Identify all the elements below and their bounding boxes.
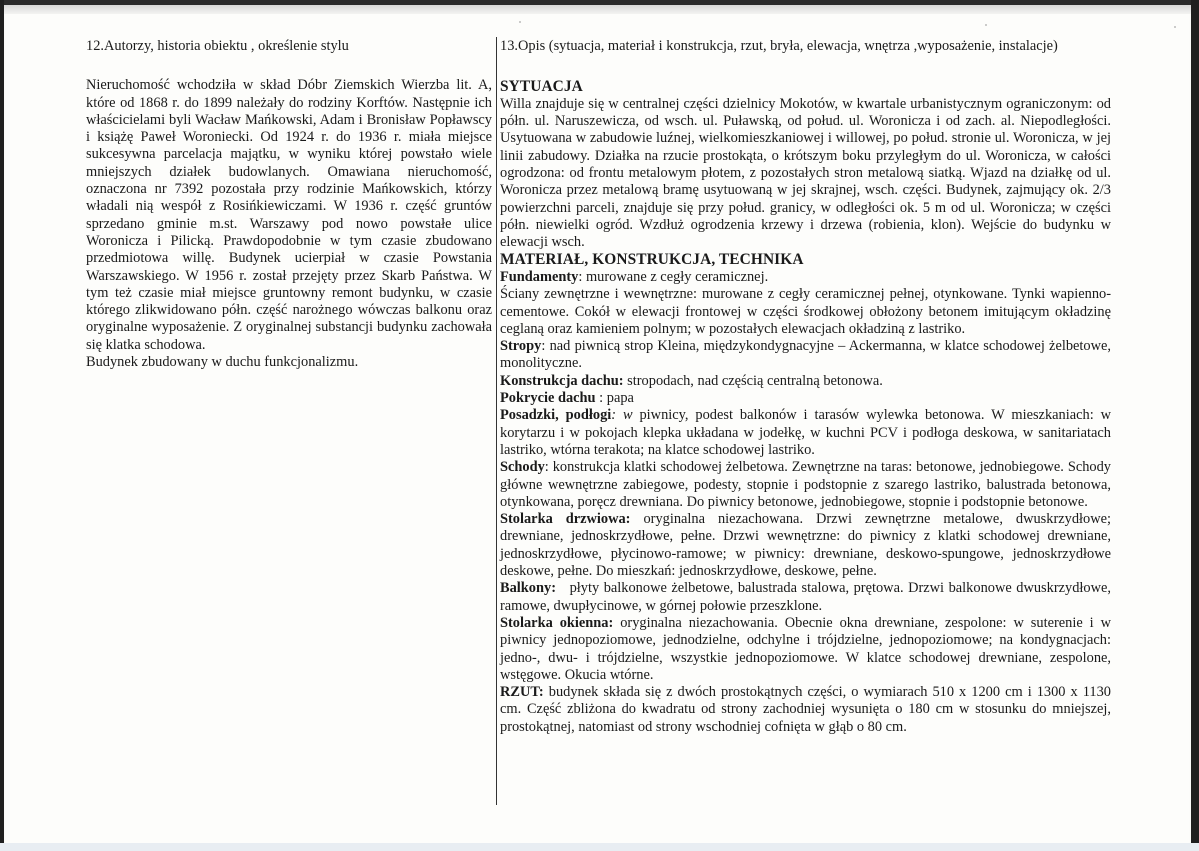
entry-label: Balkony: <box>500 580 556 597</box>
history-paragraph: Nieruchomość wchodziła w skład Dóbr Ziemskich Wierzba lit. A, które od 1868 r. do 1899 należały do rodziny Korftów. Następnie ich właścicielami byli Wacław Mańkowski, Adam i Bronisław Popławscy i książę Paweł Woroniecki. Od 1924 r. do 1936 r. miała miejsce sukcesywna parcelacja majątku, w wyniku której powstało wiele mniejszych działek budowlanych. Omawiana nieruchomość, oznaczona nr 7392 pozostała przy rodzinie Mańkowskich, którzy władali nią wespół z Rosińkiewiczami. W 1936 r. część gruntów sprzedano gminie m.st. Warszawy pod nowo powstałe ulice Woronicza i Pilicką. Prawdopodobnie w tym czasie zbudowano przedmiotowa willę. Budynek ucierpiał w czasie Powstania Warszawskiego. W 1956 r. został przejęty przez Skarb Państwa. W tym też czasie miał miejsce gruntowny remont budynku, w czasie którego zlikwidowano półn. część narożnego wówczas balkonu oraz oryginalne wyposażenie. Z oryginalnej substancji budynku zachowała się klatka schodowa. <box>86 77 492 353</box>
scan-speck <box>1174 26 1176 28</box>
entry-text: murowane z cegły ceramicznej. <box>585 268 769 285</box>
entry-label: Stropy <box>500 338 542 355</box>
entry-label: Pokrycie dachu <box>500 390 596 407</box>
entry-sciany <box>500 286 1111 338</box>
entry-schody <box>500 459 1111 511</box>
entry-stolarka-okienna <box>500 615 1111 684</box>
entry-label: Stolarka drzwiowa: <box>500 511 631 528</box>
entry-balkony <box>500 580 1111 615</box>
entry-text: budynek składa się z dwóch prostokątnych części, o wymiarach 510 x 1200 cm i 1300 x 1130 cm. Część zbliżona do kwadratu od strony zachodniej wysunięta o 180 cm w stosunku do mniejszej, prostokątnej, natomiast od strony wschodniej cofnięta w głąb o 80 cm. <box>500 684 1111 735</box>
entry-stropy <box>500 338 1111 373</box>
entry-fundamenty <box>500 269 1111 286</box>
entry-rzut <box>500 684 1111 736</box>
entry-sep: : <box>578 268 586 285</box>
column-divider <box>496 37 497 805</box>
entry-italic-lead: w <box>622 407 633 424</box>
entry-stolarka-drzwiowa <box>500 511 1111 580</box>
situation-text: Willa znajduje się w centralnej części dzielnicy Mokotów, w kwartale urbanistycznym ograniczonym: od półn. ul. Naruszewicza, od wsch. ul. Puławską, od połud. ul. Woronicza i od zach. al. Niepodległości. Usytuowana w zabudowie luźnej, wielkomieszkaniowej i willowej, po połud. stronie ul. Woronicza, w jej linii zabudowy. Działka na rzucie prostokąta, o krótszym boku przyległym do ul. Woronicza, w całości ogrodzona: od frontu metalowym płotem, z pozostałych stron metalową siatką. Wjazd na działkę od ul. Woronicza przez metalową bramę usytuowaną w jej skrajnej, wsch. części. Budynek, zajmujący ok. 2/3 powierzchni parceli, znajduje się przy połud. granicy, w odległości ok. 5 m od ul. Woronicza; w części półn. niewielki ogród. Wzdłuż ogrodzenia krzewy i drzewa (robienia, klon). Wejście do budynku w elewacji wsch. <box>500 95 1111 251</box>
entry-sep: : <box>544 459 553 476</box>
entry-text: Ściany zewnętrzne i wewnętrzne: murowane z cegły ceramicznej pełnej, otynkowane. Tynki wapienno-cementowe. Cokół w elewacji frontowej w części środkowej obłożony betonem imitującym okładzinę ceglaną oraz kamieniem polnym; w pozostałych elewacjach okładziną z lastriko. <box>500 286 1111 337</box>
entry-text: papa <box>606 390 634 407</box>
entry-posadzki <box>500 407 1111 459</box>
entry-label: Stolarka okienna: <box>500 614 614 631</box>
page-bottom-strip <box>0 843 1199 851</box>
entry-text: piwnicy, podest balkonów i tarasów wylewka betonowa. W mieszkaniach: w korytarzu i w pokojach klepka układana w jodełkę, w kuchni PCV i podłoga deskowa, w sanitariatach lastriko, wtórna terakota; na klatce schodowej lastriko. <box>500 407 1111 458</box>
page-top-shadow <box>4 5 1191 14</box>
entry-konstrukcja-dachu <box>500 373 1111 390</box>
entry-text: oryginalna niezachowania. Obecnie okna drewniane, zespolone: w suterenie i w piwnicy jednopoziomowe, jednodzielne, odchylne i trójdzielne, jednopoziomowe; na kondygnacjach: jedno-, dwu- i trójdzielne, wszystkie jednopoziomowe. W klatce schodowej drewniane, zespolone, wstęgowe. Okucia wtórne. <box>500 614 1111 683</box>
entry-text: konstrukcja klatki schodowej żelbetowa. Zewnętrzne na taras: betonowe, jednobiegowe. Schody główne wewnętrzne zabiegowe, podesty, stopnie i podstopnie z szarego lastriko, balustrada betonowa, otynkowana, poręcz drewniana. Do piwnicy betonowe, jednobiegowe, stopnie i podstopnie betonowe. <box>500 459 1111 510</box>
history-column <box>86 38 492 371</box>
entry-sep <box>556 580 570 596</box>
scan-speck <box>985 24 987 26</box>
material-title: MATERIAŁ, KONSTRUKCJA, TECHNIKA <box>500 251 804 269</box>
section-13-heading: 13.Opis (sytuacja, materiał i konstrukcja, rzut, bryła, elewacja, wnętrza ,wyposażenie, instalacje) <box>500 38 1058 54</box>
entry-sep: : <box>541 338 550 355</box>
entry-label: RZUT: <box>500 684 544 701</box>
entry-text: nad piwnicą strop Kleina, międzykondygnacyjne – Ackermanna, w klatce schodowej żelbetowe, monolityczne. <box>500 338 1111 372</box>
scan-right-edge <box>1191 0 1199 851</box>
scan-speck <box>519 21 521 23</box>
entry-label: Schody <box>500 459 545 476</box>
entry-sep: : <box>595 390 607 407</box>
entry-text: stropodach, nad częścią centralną betonowa. <box>627 372 883 389</box>
style-note: Budynek zbudowany w duchu funkcjonalizmu. <box>86 354 359 371</box>
section-12-heading: 12.Autorzy, historia obiektu , określenie stylu <box>86 38 349 54</box>
description-column <box>500 38 1111 736</box>
entry-sep <box>630 511 643 527</box>
entry-text: oryginalna niezachowana. Drzwi zewnętrzne metalowe, dwuskrzydłowe; drewniane, jednoskrzydłowe, pełne. Drzwi wewnętrzne: do piwnicy z klatki schodowej drewniane, jednoskrzydłowe, płycinowo-ramowe; w piwnicy: drewniane, deskowo-spungowe, jednoskrzydłowe deskowe, pełne. Do mieszkań: jednoskrzydłowe, deskowe, pełne. <box>500 511 1111 580</box>
situation-title: SYTUACJA <box>500 78 583 96</box>
entry-label: Fundamenty <box>500 268 579 285</box>
entry-label: Posadzki, podłogi <box>500 407 612 424</box>
entry-pokrycie-dachu <box>500 390 1111 407</box>
entry-label: Konstrukcja dachu: <box>500 372 624 389</box>
entry-sep: : <box>611 407 623 424</box>
entry-text: płyty balkonowe żelbetowe, balustrada stalowa, prętowa. Drzwi balkonowe dwuskrzydłowe, ramowe, dwupłycinowe, w górnej połowie przeszklone. <box>500 580 1111 614</box>
